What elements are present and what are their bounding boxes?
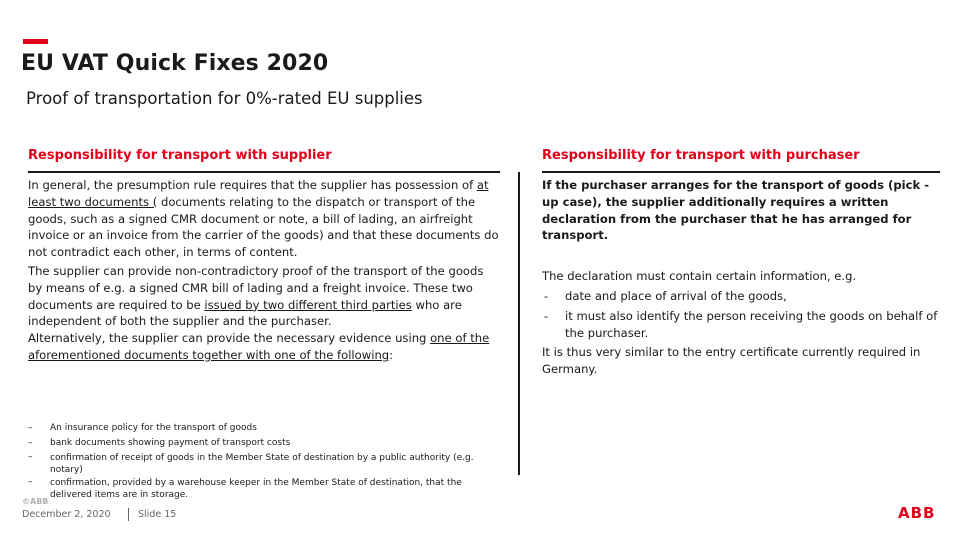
text: documents relating to the dispatch or transport of the goods, such as a signed CMR document or note, a bill of lading, an airfreight invoice or an invoice from the carrier of the goods) and that these documents do not contradict each other, in terms of content. (28, 194, 499, 260)
declaration-list (542, 288, 940, 341)
text: In general, the presumption rule requires that the supplier has possession of (28, 178, 477, 192)
list-item-text: confirmation, provided by a warehouse keeper in the Member State of destination, that the delivered items are in storage. (50, 478, 462, 500)
left-column-body (28, 177, 500, 364)
list-item-text: bank documents showing payment of transport costs (50, 438, 291, 448)
underlined-text: one of the aforementioned documents together with one of the following (28, 331, 490, 362)
footer-small-logo: ©ABB (22, 497, 49, 506)
list-item: – confirmation, provided by a warehouse keeper in the Member State of destination, that the delivered items are in storage. (28, 477, 462, 500)
left-paragraph-3 (28, 330, 500, 364)
list-item-text: date and place of arrival of the goods, (565, 288, 787, 303)
right-paragraph-1: If the purchaser arranges for the transport of goods (pick -up case), the supplier additionally requires a written declaration from the purchaser that he has arranged for transport. (542, 178, 930, 243)
right-heading-rule (542, 171, 940, 173)
left-paragraph-1 (28, 177, 500, 261)
right-paragraph-2: The declaration must contain certain information, e.g. (542, 269, 857, 284)
list-item: - date and place of arrival of the goods, (544, 288, 787, 303)
footer-date: December 2, 2020 (22, 509, 111, 520)
right-paragraph-3: It is thus very similar to the entry certificate currently required in Germany. (542, 345, 921, 377)
right-column-heading: Responsibility for transport with purchaser (542, 148, 860, 163)
left-column-heading: Responsibility for transport with supplier (28, 148, 332, 163)
text: who are independent of both the supplier and the purchaser. (28, 297, 462, 329)
list-item: – confirmation of receipt of goods in the Member State of destination by a public authority (e.g. notary) (28, 452, 474, 475)
list-item: – An insurance policy for the transport of goods (28, 423, 257, 433)
right-column-body (542, 177, 940, 378)
column-divider (518, 172, 520, 475)
text: Alternatively, the supplier can provide the necessary evidence using (28, 331, 431, 346)
list-item-text: it must also identify the person receiving the goods on behalf of the purchaser. (565, 308, 938, 340)
slide-title: EU VAT Quick Fixes 2020 (21, 51, 329, 76)
list-item: – bank documents showing payment of transport costs (28, 438, 291, 448)
slide-subtitle: Proof of transportation for 0%-rated EU supplies (26, 89, 423, 108)
left-paragraph-2 (28, 263, 500, 330)
left-heading-rule (28, 171, 500, 173)
evidence-list (28, 421, 498, 501)
underlined-text: issued by two different third parties (204, 297, 412, 312)
footer-separator (128, 508, 129, 521)
list-item-text: An insurance policy for the transport of goods (50, 423, 257, 433)
footer-slide-number: Slide 15 (138, 509, 177, 520)
text: The supplier can provide non-contradictory proof of the transport of the goods by means of e.g. a signed CMR bill of lading and a freight invoice. These two documents are required to be (28, 263, 484, 312)
list-item-text: confirmation of receipt of goods in the Member State of destination by a public authority (e.g. notary) (50, 453, 474, 475)
accent-bar (23, 39, 48, 44)
underlined-text: at least two documents ( (28, 178, 489, 209)
list-item: - it must also identify the person receiving the goods on behalf of the purchaser. (544, 308, 938, 340)
text: : (389, 347, 394, 362)
abb-logo: ABB (898, 504, 936, 522)
